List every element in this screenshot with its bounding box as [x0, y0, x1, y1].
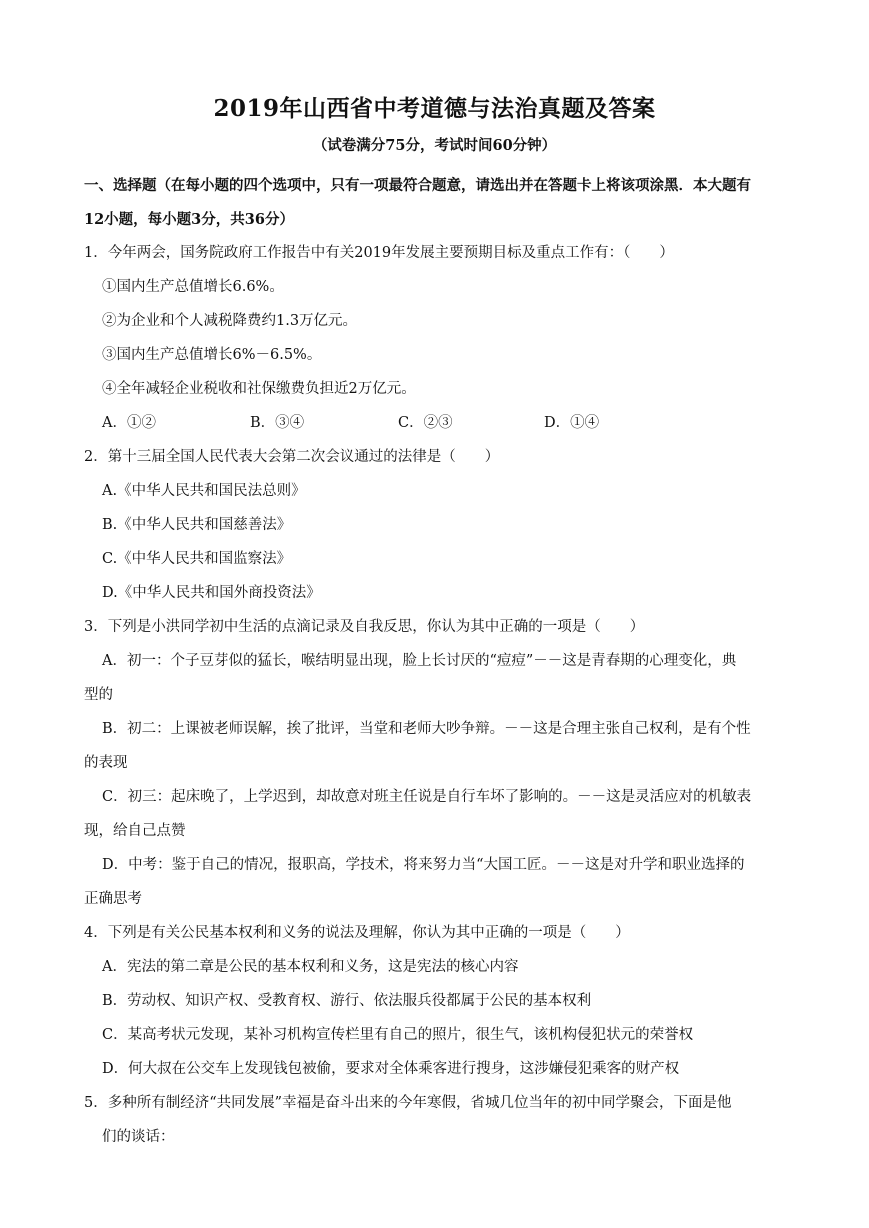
q2-option-c: C.《中华人民共和国监察法》	[102, 551, 292, 567]
q3-option-a-line-1: A．初一：个子豆芽似的猛长，喉结明显出现，脸上长讨厌的“痘痘”－－这是青春期的心理变化，典	[102, 653, 737, 669]
section-heading-line-1: 一、选择题（在每小题的四个选项中，只有一项最符合题意，请选出并在答题卡上将该项涂黑．本大题有	[84, 177, 751, 194]
q5-stem-line-1: 5．多种所有制经济“共同发展”幸福是奋斗出来的今年寒假，省城几位当年的初中同学聚会，下面是他	[84, 1095, 732, 1111]
q3-option-d-line-2: 正确思考	[84, 891, 142, 907]
q1-option-c: C．②③	[398, 415, 453, 431]
q1-stem: 1．今年两会，国务院政府工作报告中有关2019年发展主要预期目标及重点工作有：（ ）	[84, 245, 674, 261]
q1-item-2: ②为企业和个人减税降费约1.3万亿元。	[102, 313, 358, 329]
q2-option-b: B.《中华人民共和国慈善法》	[102, 517, 292, 533]
section-heading-line-2: 12小题，每小题3分，共36分）	[84, 211, 294, 228]
q1-item-4: ④全年减轻企业税收和社保缴费负担近2万亿元。	[102, 381, 416, 397]
q4-stem: 4．下列是有关公民基本权利和义务的说法及理解，你认为其中正确的一项是（ ）	[84, 925, 630, 941]
q4-option-a: A．宪法的第二章是公民的基本权利和义务，这是宪法的核心内容	[102, 959, 519, 975]
page-subtitle: （试卷满分75分，考试时间60分钟）	[312, 137, 557, 154]
q4-option-c: C．某高考状元发现，某补习机构宣传栏里有自己的照片，很生气，该机构侵犯状元的荣誉权	[102, 1027, 694, 1043]
q3-option-c-line-2: 现，给自己点赞	[84, 823, 186, 839]
q1-option-a: A．①②	[102, 415, 156, 431]
q2-option-d: D.《中华人民共和国外商投资法》	[102, 585, 321, 601]
q2-stem: 2．第十三届全国人民代表大会第二次会议通过的法律是（ ）	[84, 449, 500, 465]
q1-options	[102, 411, 599, 432]
q3-option-c-line-1: C．初三：起床晚了，上学迟到，却故意对班主任说是自行车坏了影响的。－－这是灵活应对的机敏表	[102, 789, 752, 805]
q4-option-b: B．劳动权、知识产权、受教育权、游行、依法服兵役都属于公民的基本权利	[102, 993, 592, 1009]
page-title: 2019年山西省中考道德与法治真题及答案	[213, 95, 656, 122]
q3-option-b-line-1: B．初二：上课被老师误解，挨了批评，当堂和老师大吵争辩。－－这是合理主张自己权利，是有个性	[102, 721, 751, 737]
q3-option-b-line-2: 的表现	[84, 755, 128, 771]
q3-option-a-line-2: 型的	[84, 687, 113, 703]
q1-option-d: D．①④	[544, 415, 600, 431]
q5-stem-line-2: 们的谈话：	[102, 1129, 175, 1145]
q4-option-d: D．何大叔在公交车上发现钱包被偷，要求对全体乘客进行搜身，这涉嫌侵犯乘客的财产权	[102, 1061, 680, 1077]
q2-option-a: A.《中华人民共和国民法总则》	[102, 483, 306, 499]
q1-option-b: B．③④	[250, 415, 305, 431]
q1-item-1: ①国内生产总值增长6.6%。	[102, 279, 284, 295]
q3-option-d-line-1: D．中考：鉴于自己的情况，报职高，学技术，将来努力当“大国工匠。－－这是对升学和职业选择的	[102, 857, 745, 873]
q3-stem: 3．下列是小洪同学初中生活的点滴记录及自我反思，你认为其中正确的一项是（ ）	[84, 619, 645, 635]
q1-item-3: ③国内生产总值增长6%－6.5%。	[102, 347, 322, 363]
